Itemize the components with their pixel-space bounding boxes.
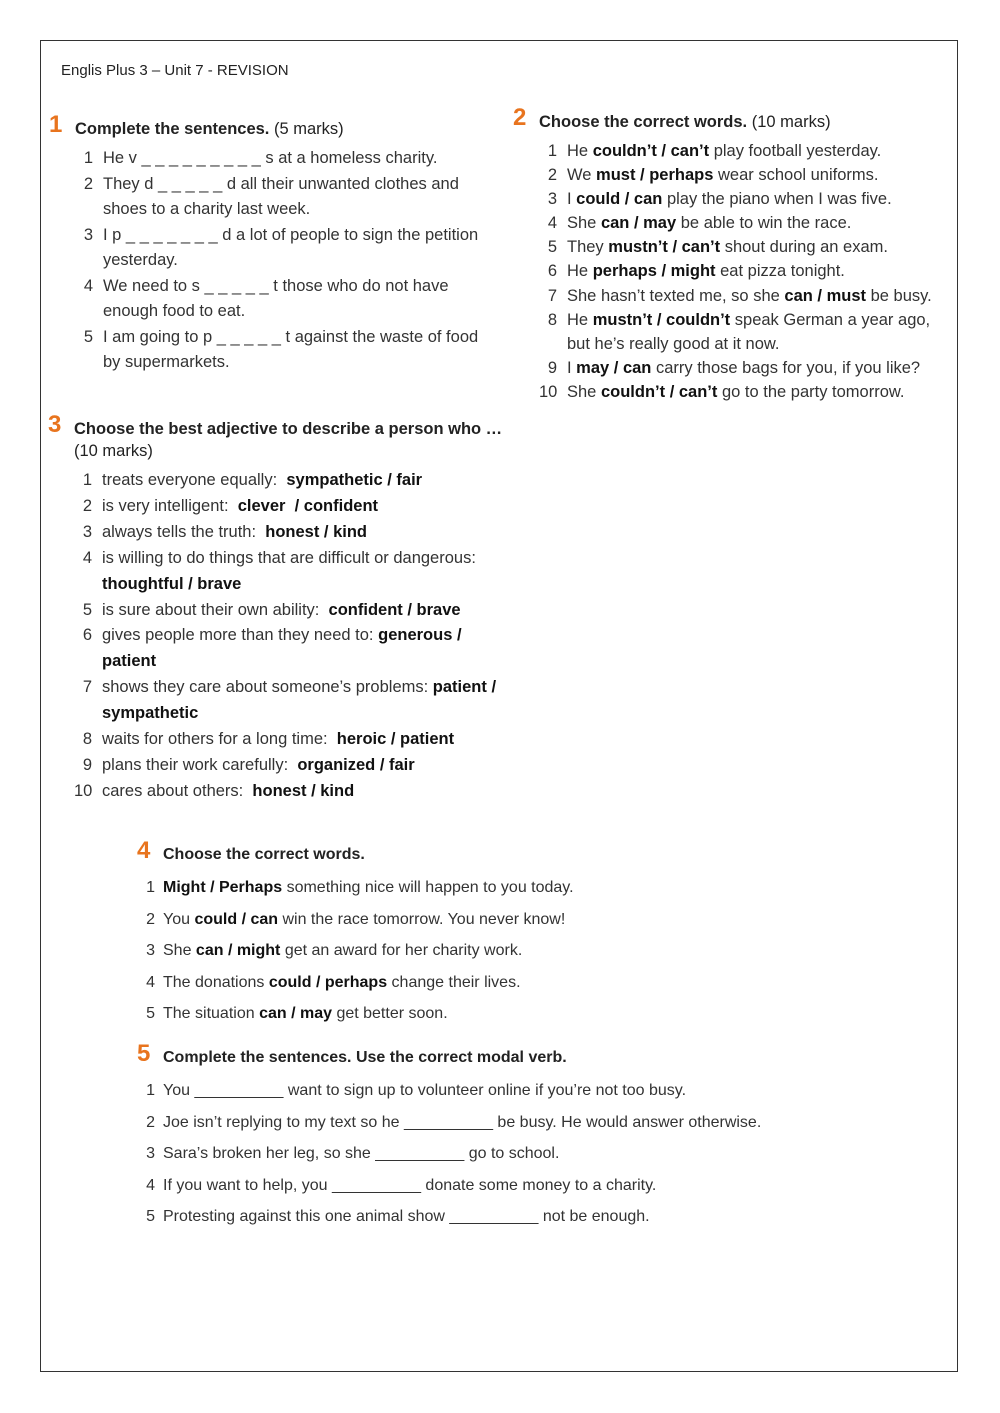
item-text: treats everyone equally: — [102, 471, 287, 489]
item-number: 4 — [83, 276, 93, 295]
list-item — [146, 1201, 923, 1233]
list-item — [74, 520, 504, 546]
item-options: Might / Perhaps — [163, 879, 283, 896]
item-number: 3 — [547, 190, 557, 209]
item-options: honest / kind — [252, 781, 355, 800]
section-1-number: 1 — [49, 111, 63, 138]
item-options: mustn’t / couldn’t — [592, 310, 731, 329]
section-3-number: 3 — [48, 411, 62, 438]
section-1-title — [49, 111, 495, 140]
item-text: Joe isn’t replying to my text so he __________ be busy. He would answer otherwise. — [163, 1113, 762, 1131]
item-number: 6 — [547, 262, 557, 281]
item-text: is sure about their own ability: — [102, 600, 329, 619]
list-item — [539, 308, 949, 356]
item-text: something nice will happen to you today. — [282, 879, 574, 896]
item-options: can / might — [195, 942, 281, 960]
item-options: sympathetic / fair — [286, 471, 423, 489]
item-text: The donations — [163, 973, 269, 991]
list-item — [539, 211, 949, 235]
list-item — [539, 163, 949, 187]
list-item — [146, 998, 863, 1030]
list-item — [74, 623, 504, 675]
item-options: can / may — [259, 1005, 332, 1023]
worksheet-header: Englis Plus 3 – Unit 7 - REVISION — [61, 62, 289, 79]
item-text: be busy. — [866, 286, 932, 305]
item-text: You __________ want to sign up to volunteer online if you’re not too busy. — [163, 1082, 687, 1099]
section-1-marks: (5 marks) — [273, 120, 344, 138]
item-text: He — [567, 142, 593, 160]
list-item — [539, 380, 949, 404]
list-item — [146, 1138, 923, 1170]
item-number: 2 — [82, 496, 92, 515]
item-options: could / can — [576, 190, 663, 209]
section-2-marks: (10 marks) — [751, 113, 831, 131]
item-options: can / may — [600, 214, 677, 233]
item-number: 1 — [146, 1082, 155, 1099]
item-text: carry those bags for you, if you like? — [651, 358, 921, 377]
item-number: 1 — [83, 149, 93, 167]
list-item — [539, 259, 949, 283]
item-text: He — [567, 310, 593, 329]
item-number: 9 — [82, 755, 92, 774]
item-number: 3 — [82, 522, 92, 541]
list-item — [146, 967, 863, 999]
item-text: We — [567, 166, 597, 185]
item-text: She — [163, 942, 196, 960]
item-options: thoughtful / brave — [102, 574, 242, 593]
section-1 — [49, 111, 495, 376]
item-number: 10 — [74, 781, 93, 800]
item-number: 10 — [539, 382, 558, 401]
item-number: 5 — [547, 238, 557, 257]
item-text: wear school uniforms. — [713, 166, 879, 185]
section-3-title-text: Choose the best adjective to describe a person who … — [74, 420, 503, 438]
section-2 — [513, 104, 949, 404]
section-2-title-text: Choose the correct words. — [539, 113, 748, 131]
list-item — [75, 274, 495, 325]
item-text: We need to s _ _ _ _ _ t those who do not have enough food to eat. — [103, 276, 449, 320]
section-4-number: 4 — [137, 837, 151, 864]
item-number: 5 — [83, 327, 93, 346]
list-item — [75, 223, 495, 274]
item-number: 5 — [146, 1005, 155, 1023]
item-text: waits for others for a long time: — [102, 730, 337, 749]
item-number: 7 — [547, 286, 557, 305]
item-text: He — [567, 262, 593, 281]
item-text: get an award for her charity work. — [280, 942, 523, 960]
section-5-title-text: Complete the sentences. Use the correct modal verb. — [163, 1049, 567, 1066]
item-text: be able to win the race. — [676, 214, 852, 233]
item-options: must / perhaps — [596, 166, 714, 185]
list-item — [539, 284, 949, 308]
item-number: 3 — [146, 942, 155, 960]
section-3-title — [48, 411, 504, 462]
item-text: gives people more than they need to: — [102, 626, 379, 645]
item-text: Protesting against this one animal show __________ not be enough. — [163, 1208, 650, 1226]
section-3-marks: (10 marks) — [74, 442, 153, 460]
list-item — [74, 727, 504, 753]
list-item — [74, 598, 504, 624]
item-number: 2 — [146, 1113, 155, 1131]
list-item — [74, 546, 504, 598]
item-text: They — [567, 238, 609, 257]
list-item — [146, 904, 863, 936]
section-5-title — [137, 1040, 923, 1069]
item-text: play the piano when I was five. — [662, 190, 892, 209]
section-4-title-text: Choose the correct words. — [163, 846, 365, 863]
section-3-items — [74, 468, 504, 805]
list-item — [74, 753, 504, 779]
item-text: plans their work carefully: — [102, 755, 298, 774]
item-text: eat pizza tonight. — [715, 262, 845, 281]
item-number: 9 — [547, 358, 557, 377]
item-number: 2 — [83, 174, 93, 193]
item-text: win the race tomorrow. You never know! — [278, 910, 566, 928]
list-item — [539, 356, 949, 380]
list-item — [146, 1075, 923, 1107]
item-text: He v _ _ _ _ _ _ _ _ _ s at a homeless charity. — [103, 149, 438, 167]
section-3 — [48, 411, 504, 805]
list-item — [75, 325, 495, 376]
item-options: confident / brave — [328, 600, 461, 619]
item-options: generous / patient — [102, 626, 467, 671]
item-options: could / can — [194, 910, 279, 928]
item-number: 6 — [82, 626, 92, 645]
item-text: She — [567, 382, 601, 401]
item-text: She — [567, 214, 601, 233]
item-text: change their lives. — [387, 973, 521, 991]
item-options: patient / sympathetic — [102, 678, 501, 723]
list-item — [75, 146, 495, 172]
item-options: organized / fair — [297, 755, 415, 774]
item-number: 7 — [82, 678, 92, 697]
list-item — [539, 187, 949, 211]
list-item — [74, 675, 504, 727]
item-number: 4 — [146, 1176, 155, 1194]
item-text: I — [567, 190, 577, 209]
list-item — [146, 872, 863, 904]
item-text: Sara’s broken her leg, so she __________ go to school. — [163, 1145, 560, 1163]
list-item — [146, 1107, 923, 1139]
item-options: mustn’t / can’t — [608, 238, 721, 257]
item-number: 3 — [83, 225, 93, 244]
section-5-items — [146, 1075, 923, 1233]
item-number: 4 — [146, 973, 155, 991]
item-options: could / perhaps — [268, 973, 388, 991]
item-number: 4 — [547, 214, 557, 233]
list-item — [74, 779, 504, 805]
section-4-items — [146, 872, 863, 1030]
item-number: 8 — [82, 730, 92, 749]
list-item — [539, 235, 949, 259]
list-item — [539, 139, 949, 163]
item-options: couldn’t / can’t — [600, 382, 718, 401]
section-2-title — [513, 104, 949, 133]
list-item — [74, 468, 504, 494]
section-4-title — [137, 837, 863, 866]
item-options: can / must — [784, 286, 866, 305]
item-text: I p _ _ _ _ _ _ _ d a lot of people to sign the petition yesterday. — [103, 225, 479, 269]
item-text: I — [567, 358, 577, 377]
item-number: 1 — [547, 142, 557, 160]
section-5 — [137, 1040, 923, 1233]
section-1-items — [75, 146, 495, 376]
item-text: is willing to do things that are difficult or dangerous: — [102, 548, 486, 567]
section-4 — [137, 837, 863, 1030]
item-options: may / can — [576, 358, 652, 377]
item-text: They d _ _ _ _ _ d all their unwanted clothes and shoes to a charity last week. — [103, 174, 459, 218]
item-options: couldn’t / can’t — [592, 142, 710, 160]
item-options: perhaps / might — [592, 262, 716, 281]
item-text: cares about others: — [102, 781, 253, 800]
item-text: speak German a year ago, but he’s really good at it now. — [567, 310, 935, 353]
item-text: play football yesterday. — [709, 142, 882, 160]
item-text: If you want to help, you __________ donate some money to a charity. — [163, 1176, 657, 1194]
item-number: 8 — [547, 310, 557, 329]
item-number: 5 — [146, 1208, 155, 1226]
item-options: honest / kind — [265, 522, 368, 541]
section-5-number: 5 — [137, 1040, 151, 1067]
item-text: always tells the truth: — [102, 522, 266, 541]
item-number: 5 — [82, 600, 92, 619]
item-options: clever / confident — [237, 496, 379, 515]
item-text: get better soon. — [332, 1005, 448, 1023]
item-number: 1 — [146, 879, 155, 896]
item-text: The situation — [163, 1005, 260, 1023]
list-item — [75, 172, 495, 223]
item-text: shout during an exam. — [720, 238, 888, 257]
item-text: She hasn’t texted me, so she — [567, 286, 785, 305]
item-text: go to the party tomorrow. — [717, 382, 905, 401]
item-text: I am going to p _ _ _ _ _ t against the waste of food by supermarkets. — [103, 327, 479, 371]
item-options: heroic / patient — [336, 730, 455, 749]
section-2-number: 2 — [513, 104, 527, 131]
section-1-title-text: Complete the sentences. — [75, 120, 270, 138]
item-text: is very intelligent: — [102, 496, 238, 515]
item-text: You — [163, 910, 195, 928]
item-number: 2 — [547, 166, 557, 185]
item-number: 3 — [146, 1145, 155, 1163]
item-number: 1 — [82, 471, 92, 489]
section-2-items — [539, 139, 949, 404]
item-text: shows they care about someone’s problems: — [102, 678, 433, 697]
item-number: 2 — [146, 910, 155, 928]
list-item — [146, 1170, 923, 1202]
list-item — [74, 494, 504, 520]
item-number: 4 — [82, 548, 92, 567]
list-item — [146, 935, 863, 967]
